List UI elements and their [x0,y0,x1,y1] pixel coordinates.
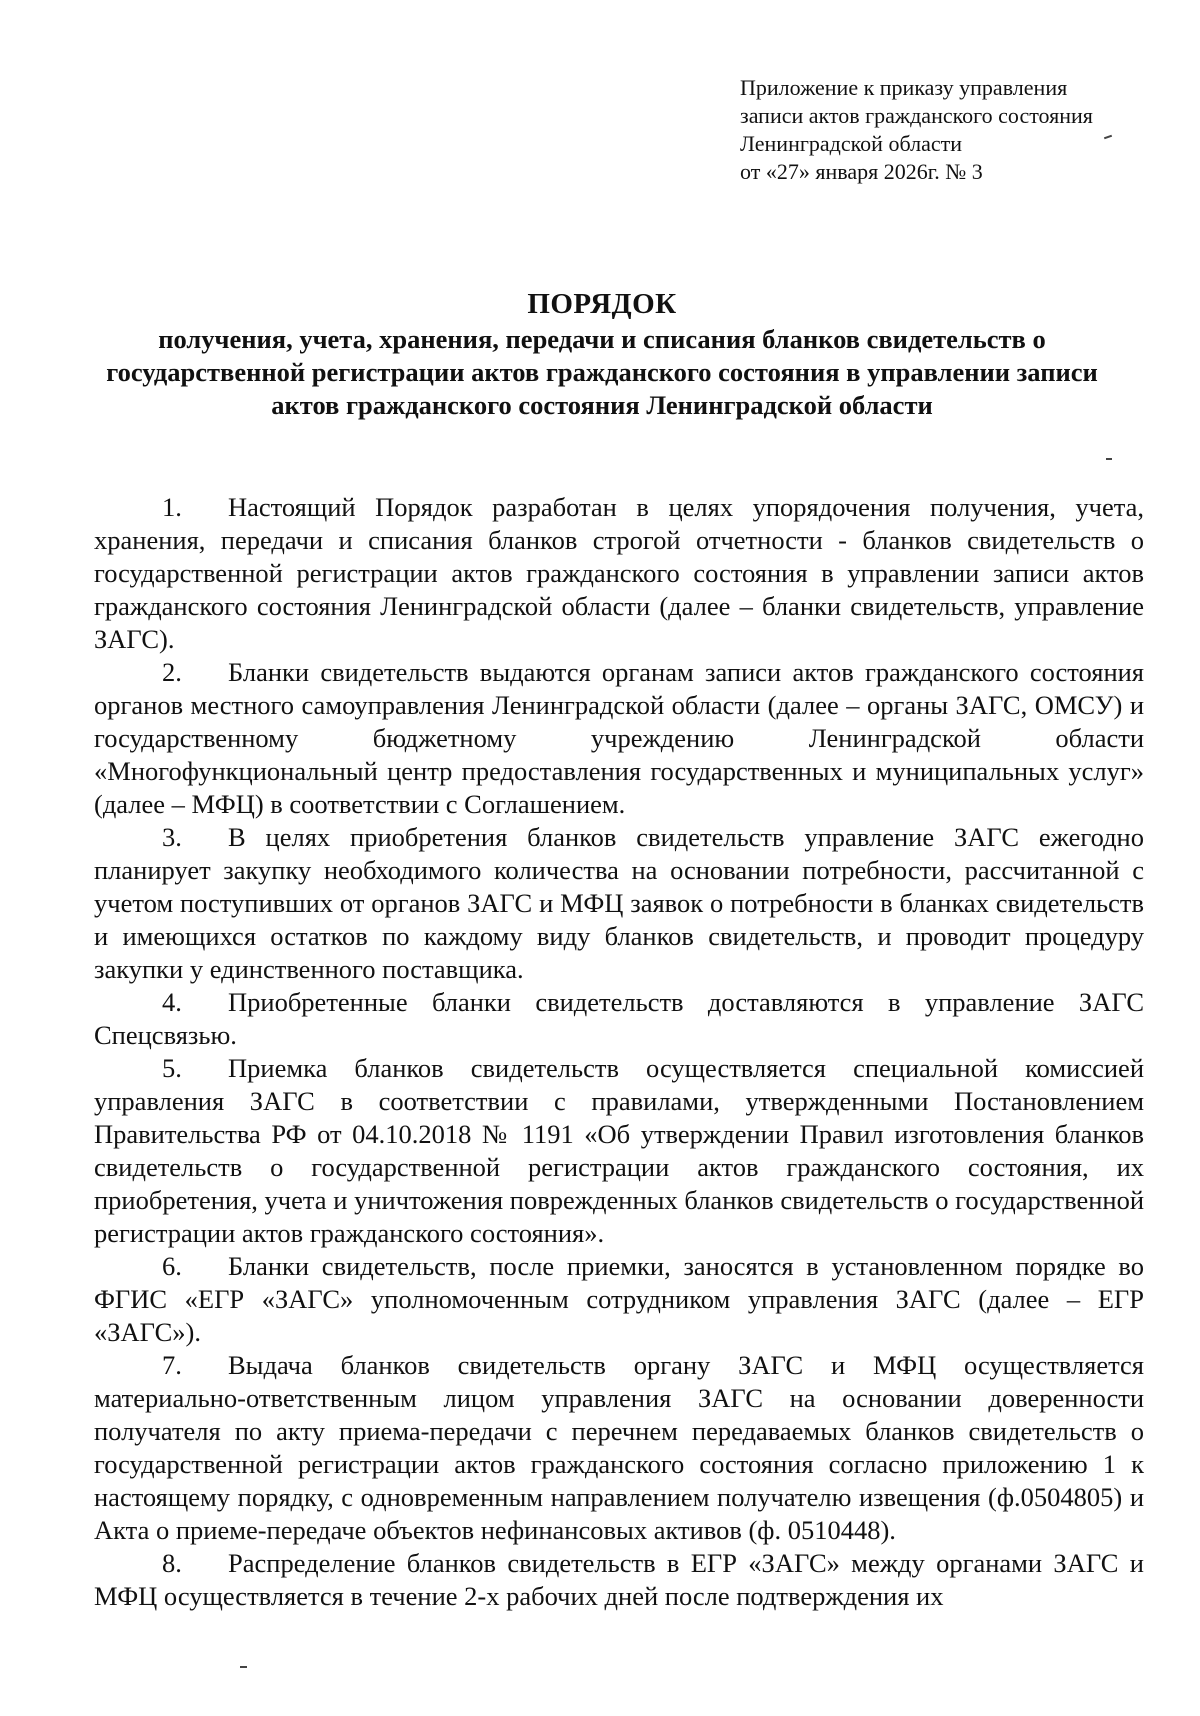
paragraph-text: Выдача бланков свидетельств органу ЗАГС и МФЦ осуществляется материально-ответственным лицом управления ЗАГС на основании доверенности получателя по акту приема-передачи с перечнем передаваемых бланков свидетельств о государственной регистрации актов гражданского состояния согласно приложению 1 к настоящему порядку, с одновременным направлением получателю извещения (ф.0504805) и Акта о приеме-передаче объектов нефинансовых активов (ф. 0510448). [94,1350,1144,1545]
document-title: ПОРЯДОК [527,288,677,320]
header-line: Ленинградской области [740,131,962,156]
header-line: Приложение к приказу управления [740,75,1068,100]
paragraph-text: Приобретенные бланки свидетельств доставляются в управление ЗАГС Спецсвязью. [94,987,1144,1050]
paragraph-text: Приемка бланков свидетельств осуществляется специальной комиссией управления ЗАГС в соответствии с правилами, утвержденными Постановлением Правительства РФ от 04.10.2018 № 1191 «Об утверждении Правил изготовления бланков свидетельств о государственной регистрации актов гражданского состояния, их приобретения, учета и уничтожения поврежденных бланков свидетельств о государственной регистрации актов гражданского состояния». [94,1053,1144,1248]
paragraph-text: Бланки свидетельств выдаются органам записи актов гражданского состояния органов местного самоуправления Ленинградской области (далее – органы ЗАГС, ОМСУ) и государственному бюджетному учреждению Ленинградской области «Многофункциональный центр предоставления государственных и муниципальных услуг» (далее – МФЦ) в соответствии с Соглашением. [94,657,1144,819]
attachment-header [740,74,1160,186]
paragraph [94,656,1144,821]
document-body [94,491,1144,1613]
paragraph [94,1349,1144,1547]
paragraph-number: 5. [162,1053,182,1083]
paragraph [94,821,1144,986]
paragraph-number: 2. [162,657,182,687]
paragraph-number: 6. [162,1251,182,1281]
paragraph-text: Распределение бланков свидетельств в ЕГР «ЗАГС» между органами ЗАГС и МФЦ осуществляется в течение 2-х рабочих дней после подтверждения их [94,1548,1144,1611]
paragraph-number: 1. [162,492,182,522]
scan-speck [240,1666,247,1668]
paragraph [94,1547,1144,1613]
paragraph-number: 8. [162,1548,182,1578]
paragraph-text: Бланки свидетельств, после приемки, заносятся в установленном порядке во ФГИС «ЕГР «ЗАГС» уполномоченным сотрудником управления ЗАГС (далее – ЕГР «ЗАГС»). [94,1251,1144,1347]
paragraph-number: 4. [162,987,182,1017]
paragraph [94,986,1144,1052]
document-title-block [96,286,1108,422]
paragraph-number: 7. [162,1350,182,1380]
scan-speck [1106,458,1112,460]
paragraph [94,1052,1144,1250]
paragraph-text: Настоящий Порядок разработан в целях упорядочения получения, учета, хранения, передачи и списания бланков строгой отчетности - бланков свидетельств о государственной регистрации актов гражданского состояния в управлении записи актов гражданского состояния Ленинградской области (далее – бланки свидетельств, управление ЗАГС). [94,492,1144,654]
paragraph-text: В целях приобретения бланков свидетельств управление ЗАГС ежегодно планирует закупку необходимого количества на основании потребности, рассчитанной с учетом поступивших от органов ЗАГС и МФЦ заявок о потребности в бланках свидетельств и имеющихся остатков по каждому виду бланков свидетельств, и проводит процедуру закупки у единственного поставщика. [94,822,1144,984]
paragraph [94,491,1144,656]
header-line: записи актов гражданского состояния [740,103,1093,128]
header-line: от «27» января 2026г. № 3 [740,159,983,184]
document-subtitle: получения, учета, хранения, передачи и списания бланков свидетельств о государственной регистрации актов гражданского состояния в управлении записи актов гражданского состояния Ленинградской области [106,324,1098,420]
paragraph-number: 3. [162,822,182,852]
paragraph [94,1250,1144,1349]
